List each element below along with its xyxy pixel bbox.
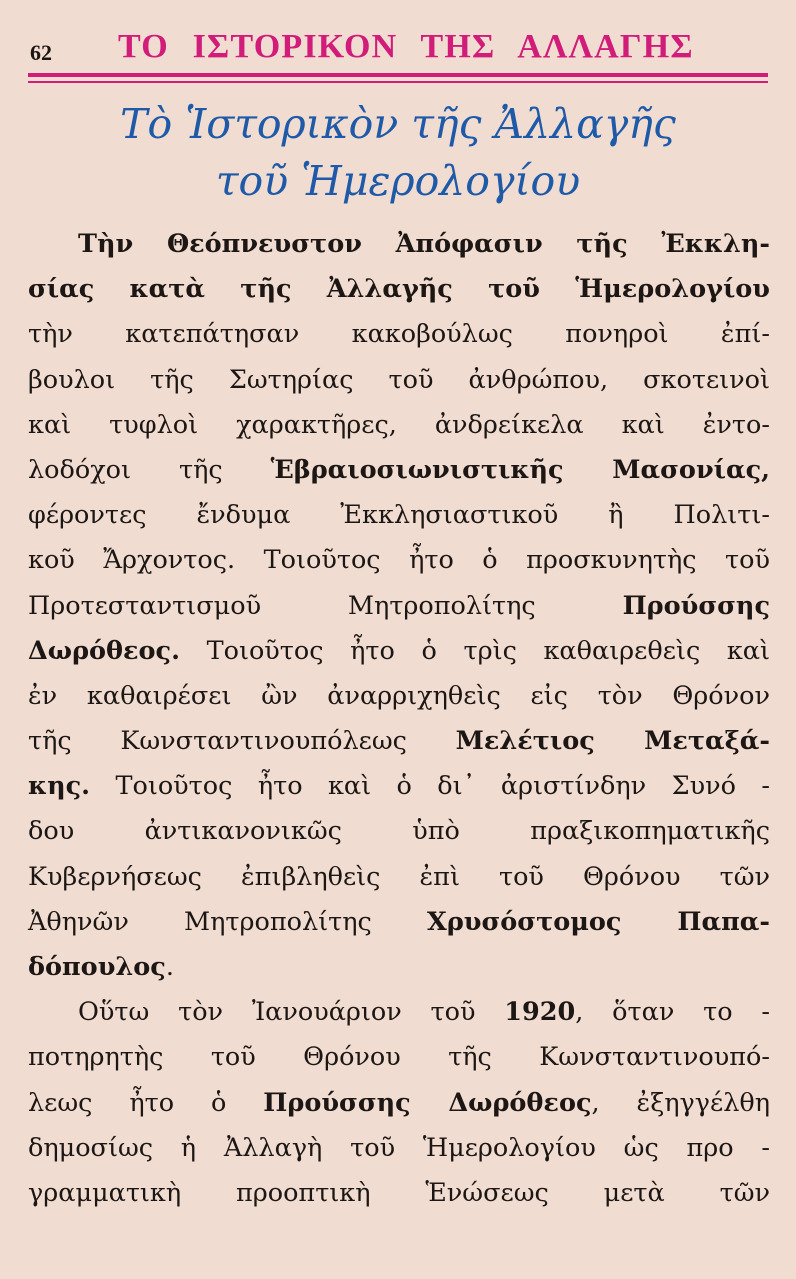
- text-span: λοδόχοι τῆς: [28, 454, 271, 485]
- header-rule-thin: [28, 81, 768, 83]
- text-span: καὶ τυφλοὶ χαρακτῆρες, ἀνδρείκελα καὶ ἐντο-: [28, 409, 770, 440]
- text-span: Τοιοῦτος ἦτο καὶ ὁ δι᾽ ἀριστίνδην Συνό -: [90, 771, 770, 802]
- text-line: [28, 493, 770, 538]
- bold-text: Μελέτιος Μεταξά-: [455, 726, 770, 757]
- text-span: Τοιοῦτος ἦτο ὁ τρὶς καθαιρεθεὶς καὶ: [179, 635, 770, 666]
- text-line: [28, 222, 770, 267]
- text-span: κοῦ Ἄρχοντος. Τοιοῦτος ἦτο ὁ προσκυνητὴς τοῦ: [28, 545, 770, 576]
- text-line: [28, 403, 770, 448]
- text-line: [28, 855, 770, 900]
- text-line: [28, 674, 770, 719]
- text-span: φέροντες ἔνδυμα Ἐκκλησιαστικοῦ ἢ Πολιτι-: [28, 500, 770, 531]
- text-span: λεως ἦτο ὁ: [28, 1087, 264, 1118]
- text-span: Κυβερνήσεως ἐπιβληθεὶς ἐπὶ τοῦ Θρόνου τῶν: [28, 861, 770, 892]
- chapter-title: [0, 96, 796, 210]
- header-rule-thick: [28, 73, 768, 77]
- bold-text: 1920: [504, 997, 576, 1028]
- text-line: [28, 312, 770, 357]
- text-line: [28, 358, 770, 403]
- text-line: [28, 1035, 770, 1080]
- bold-text: Προύσσης Δωρόθεος: [263, 1087, 592, 1118]
- text-span: Οὕτω τὸν Ἰανουάριον τοῦ: [78, 997, 505, 1028]
- text-line: [28, 945, 770, 990]
- text-span: ἐν καθαιρέσει ὢν ἀναρριχηθεὶς εἰς τὸν Θρόνον: [28, 680, 770, 711]
- bold-text: Δωρόθεος.: [28, 635, 180, 666]
- body-text: [28, 222, 770, 1216]
- running-title: ΤΟ ΙΣΤΟΡΙΚΟΝ ΤΗΣ ΑΛΛΑΓΗΣ: [118, 28, 694, 65]
- text-line: [28, 1081, 770, 1126]
- bold-text: Προύσσης: [622, 590, 770, 621]
- text-span: τὴν κατεπάτησαν κακοβούλως πονηροὶ ἐπί-: [28, 319, 770, 350]
- text-span: , ὅταν το -: [575, 997, 770, 1028]
- bold-text: Χρυσόστομος Παπα-: [427, 906, 770, 937]
- text-span: Προτεσταντισμοῦ Μητροπολίτης: [28, 590, 623, 621]
- text-span: δου ἀντικανονικῶς ὑπὸ πραξικοπηματικῆς: [28, 816, 770, 847]
- chapter-title-line-1: Τὸ Ἱστορικὸν τῆς Ἀλλαγῆς: [120, 100, 676, 148]
- text-line: [28, 629, 770, 674]
- text-line: [28, 538, 770, 583]
- text-line: [28, 719, 770, 764]
- text-span: τῆς Κωνσταντινουπόλεως: [28, 726, 456, 757]
- text-span: γραμματικὴ προοπτικὴ Ἑνώσεως μετὰ τῶν: [28, 1177, 770, 1208]
- text-line: [28, 584, 770, 629]
- text-span: .: [165, 952, 174, 982]
- text-line: [28, 1126, 770, 1171]
- bold-text: δόπουλος: [28, 952, 166, 982]
- text-span: , ἐξηγγέλθη: [591, 1087, 770, 1118]
- text-span: δημοσίως ἡ Ἀλλαγὴ τοῦ Ἡμερολογίου ὡς προ -: [28, 1132, 770, 1163]
- text-line: [28, 448, 770, 493]
- text-span: ποτηρητὴς τοῦ Θρόνου τῆς Κωνσταντινουπό-: [28, 1042, 770, 1073]
- text-line: [28, 900, 770, 945]
- chapter-title-line-2: τοῦ Ἡμερολογίου: [215, 157, 581, 205]
- text-span: Ἀθηνῶν Μητροπολίτης: [28, 906, 428, 937]
- bold-text: σίας κατὰ τῆς Ἀλλαγῆς τοῦ Ἡμερολογίου: [28, 274, 770, 305]
- text-line: [28, 990, 770, 1035]
- text-line: [28, 267, 770, 312]
- text-line: [28, 764, 770, 809]
- text-line: [28, 1171, 770, 1216]
- page-header: [0, 0, 796, 88]
- text-line: [28, 809, 770, 854]
- text-span: βουλοι τῆς Σωτηρίας τοῦ ἀνθρώπου, σκοτεινοὶ: [28, 364, 770, 395]
- bold-text: Ἑβραιοσιωνιστικῆς Μασονίας,: [270, 454, 770, 485]
- bold-text: Τὴν Θεόπνευστον Ἀπόφασιν τῆς Ἐκκλη-: [78, 229, 770, 259]
- page-number: 62: [30, 40, 52, 65]
- bold-text: κης.: [28, 771, 91, 802]
